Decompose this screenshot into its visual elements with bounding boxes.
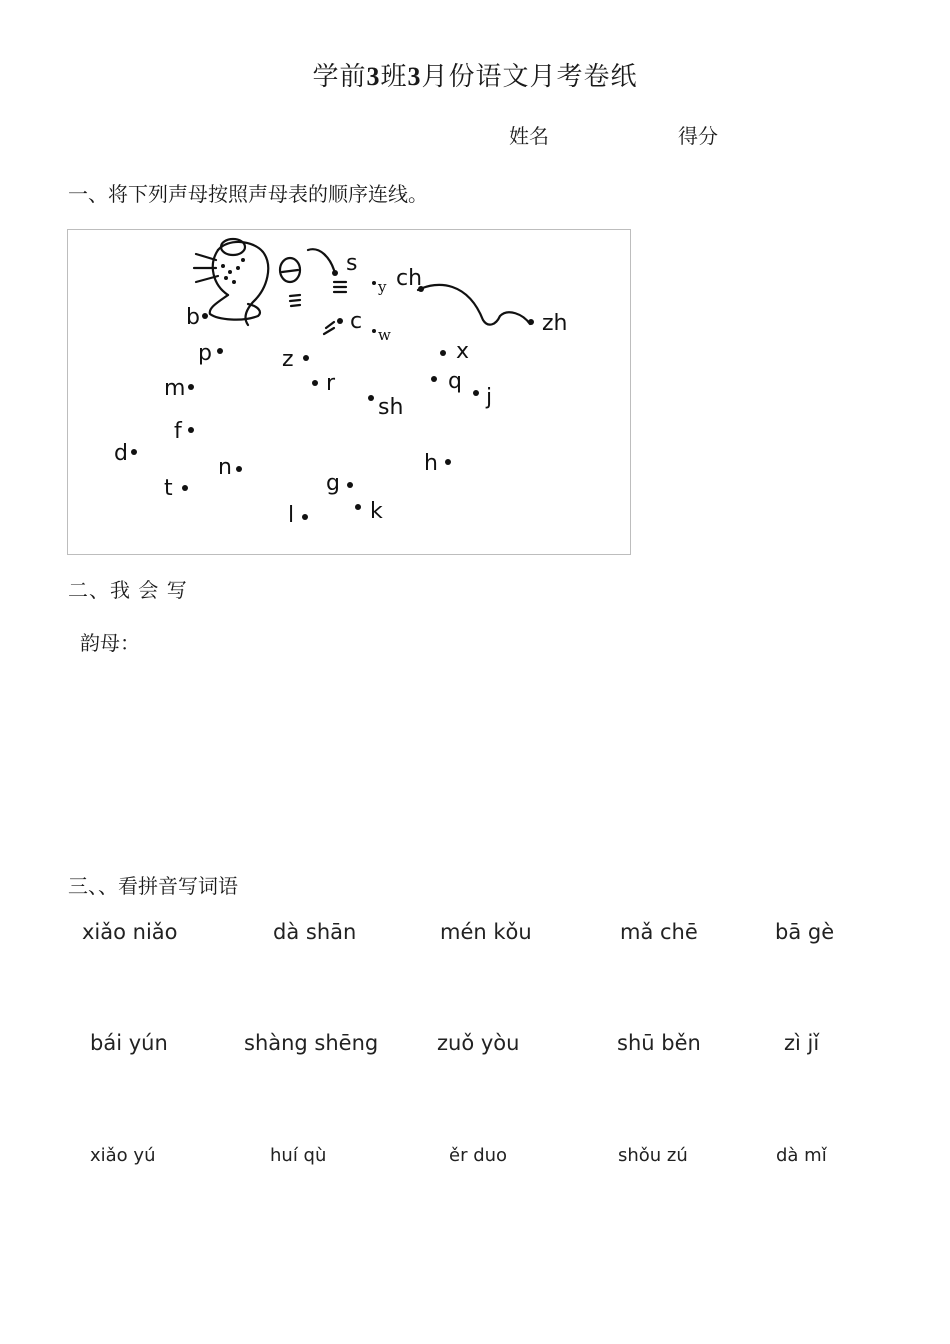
seal-drawing bbox=[68, 230, 630, 554]
letter-y: y bbox=[378, 278, 387, 296]
letter-c: c bbox=[350, 309, 363, 334]
letter-n: n bbox=[218, 455, 232, 480]
letter-l: l bbox=[288, 503, 295, 528]
page-title: 学前3班3月份语文月考卷纸 bbox=[312, 62, 638, 92]
pinyin-item: xiǎo yú bbox=[90, 1145, 156, 1166]
pinyin-item: bái yún bbox=[90, 1031, 168, 1055]
section3-heading: 三、、看拼音写词语 bbox=[68, 874, 238, 898]
pinyin-item: ěr duo bbox=[449, 1145, 508, 1166]
letter-z: z bbox=[282, 347, 294, 372]
pinyin-item: shǒu zú bbox=[618, 1145, 688, 1166]
letter-ch: ch bbox=[396, 266, 423, 291]
pinyin-item: dà mǐ bbox=[776, 1145, 827, 1166]
pinyin-item: dà shān bbox=[273, 920, 357, 944]
letter-k: k bbox=[370, 499, 383, 524]
pinyin-item: shū běn bbox=[617, 1031, 701, 1055]
pinyin-item: zuǒ yòu bbox=[437, 1031, 520, 1055]
letter-f: f bbox=[174, 419, 182, 444]
letter-m: m bbox=[164, 376, 186, 401]
letter-s: s bbox=[346, 251, 358, 276]
letter-j: j bbox=[486, 385, 493, 410]
letter-zh: zh bbox=[542, 311, 568, 336]
score-field-label: 得分 bbox=[678, 124, 718, 148]
section1-heading: 一、将下列声母按照声母表的顺序连线。 bbox=[68, 182, 428, 206]
letter-h: h bbox=[424, 451, 438, 476]
letter-b: b bbox=[186, 305, 200, 330]
pinyin-item: mén kǒu bbox=[440, 920, 532, 944]
letter-r: r bbox=[326, 371, 336, 396]
section2-subheading: 韵母： bbox=[80, 631, 140, 655]
pinyin-item: mǎ chē bbox=[620, 920, 698, 944]
letter-p: p bbox=[198, 341, 212, 366]
pinyin-item: bā gè bbox=[775, 920, 835, 944]
pinyin-item: huí qù bbox=[270, 1145, 327, 1166]
connect-dots-figure bbox=[67, 229, 631, 555]
letter-d: d bbox=[114, 441, 128, 466]
name-field-label: 姓名 bbox=[509, 124, 549, 148]
letter-g: g bbox=[326, 471, 340, 496]
letter-w: w bbox=[378, 326, 391, 344]
letter-q: q bbox=[448, 369, 462, 394]
section2-heading: 二、我 会 写 bbox=[68, 578, 188, 602]
pinyin-item: xiǎo niǎo bbox=[82, 920, 178, 944]
letter-x: x bbox=[456, 339, 470, 364]
pinyin-item: shàng shēng bbox=[244, 1031, 379, 1055]
letter-t: t bbox=[164, 476, 173, 501]
pinyin-item: zì jǐ bbox=[784, 1031, 820, 1055]
letter-sh: sh bbox=[378, 395, 404, 420]
